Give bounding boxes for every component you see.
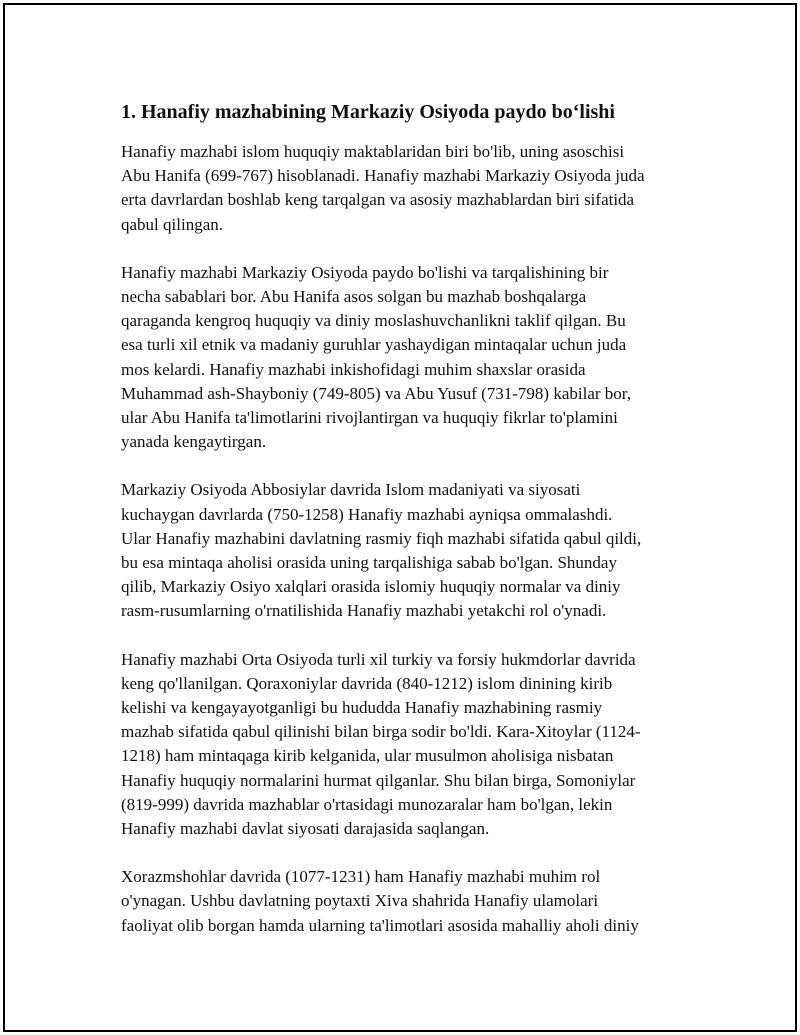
text-line: yanada kengaytirgan.: [121, 432, 267, 452]
text-line: rasm-rusumlarning o'rnatilishida Hanafiy mazhabi yetakchi rol o'ynadi.: [121, 601, 607, 621]
text-line: Hanafiy mazhabi Orta Osiyoda turli xil turkiy va forsiy hukmdorlar davrida: [121, 649, 636, 669]
text-line: Hanafiy huquqiy normalarini hurmat qilganlar. Shu bilan birga, Somoniylar: [121, 770, 636, 790]
text-line: qaraganda kengroq huquqiy va diniy moslashuvchanlikni taklif qilgan. Bu: [121, 311, 626, 331]
text-line: ular Abu Hanifa ta'limotlarini rivojlantirgan va huquqiy fikrlar to'plamini: [121, 408, 618, 428]
text-line: kelishi va kengayayotganligi bu hududda Hanafiy mazhabining rasmiy: [121, 698, 603, 718]
text-line: Hanafiy mazhabi islom huquqiy maktablaridan biri bo'lib, uning asoschisi: [121, 142, 625, 161]
text-line: bu esa mintaqa aholisi orasida uning tarqalishiga sabab bo'lgan. Shunday: [121, 553, 617, 573]
text-line: 1218) ham mintaqaga kirib kelganida, ular musulmon aholisiga nisbatan: [121, 746, 614, 766]
text-line: Ular Hanafiy mazhabini davlatning rasmiy fiqh mazhabi sifatida qabul qildi,: [121, 528, 642, 548]
text-line: Muhammad ash-Shayboniy (749-805) va Abu Yusuf (731-798) kabilar bor,: [121, 383, 632, 403]
text-line: qabul qilingan.: [121, 214, 223, 234]
text-line: mos kelardi. Hanafiy mazhabi inkishofidagi muhim shaxslar orasida: [121, 359, 586, 379]
paragraph-3: [121, 478, 701, 623]
text-line: esa turli xil etnik va madaniy guruhlar yashaydigan mintaqalar uchun juda: [121, 335, 627, 355]
paragraph-4: [121, 648, 701, 842]
paragraph-5: [121, 865, 701, 938]
text-line: o'ynagan. Ushbu davlatning poytaxti Xiva shahrida Hanafiy ulamolari: [121, 891, 599, 911]
text-line: qilib, Markaziy Osiyo xalqlari orasida islomiy huquqiy normalar va diniy: [121, 577, 621, 597]
document-page: [3, 3, 797, 1032]
text-line: mazhab sifatida qabul qilinishi bilan birga sodir bo'ldi. Kara-Xitoylar (1124-: [121, 722, 641, 742]
text-line: faoliyat olib borgan hamda ularning ta'limotlari asosida mahalliy aholi diniy: [121, 915, 639, 935]
section-title: 1. Hanafiy mazhabining Markaziy Osiyoda paydo bo‘lishi: [121, 101, 615, 123]
document-body: [121, 98, 701, 962]
text-line: (819-999) davrida mazhablar o'rtasidagi munozaralar ham bo'lgan, lekin: [121, 794, 613, 814]
text-line: erta davrlardan boshlab keng tarqalgan va asosiy mazhablardan biri sifatida: [121, 190, 635, 210]
text-line: Markaziy Osiyoda Abbosiylar davrida Islom madaniyati va siyosati: [121, 480, 581, 500]
text-line: Xorazmshohlar davrida (1077-1231) ham Hanafiy mazhabi muhim rol: [121, 867, 601, 887]
text-line: keng qo'llanilgan. Qoraxoniylar davrida (840-1212) islom dinining kirib: [121, 673, 613, 693]
paragraph-2: [121, 261, 701, 455]
text-line: necha sabablari bor. Abu Hanifa asos solgan bu mazhab boshqalarga: [121, 287, 587, 307]
text-line: Hanafiy mazhabi Markaziy Osiyoda paydo bo'lishi va tarqalishining bir: [121, 262, 609, 282]
paragraph-1: [121, 140, 701, 237]
text-line: Hanafiy mazhabi davlat siyosati darajasida saqlangan.: [121, 819, 490, 839]
text-line: Abu Hanifa (699-767) hisoblanadi. Hanafiy mazhabi Markaziy Osiyoda juda: [121, 166, 645, 186]
text-line: kuchaygan davrlarda (750-1258) Hanafiy mazhabi ayniqsa ommalashdi.: [121, 504, 613, 524]
